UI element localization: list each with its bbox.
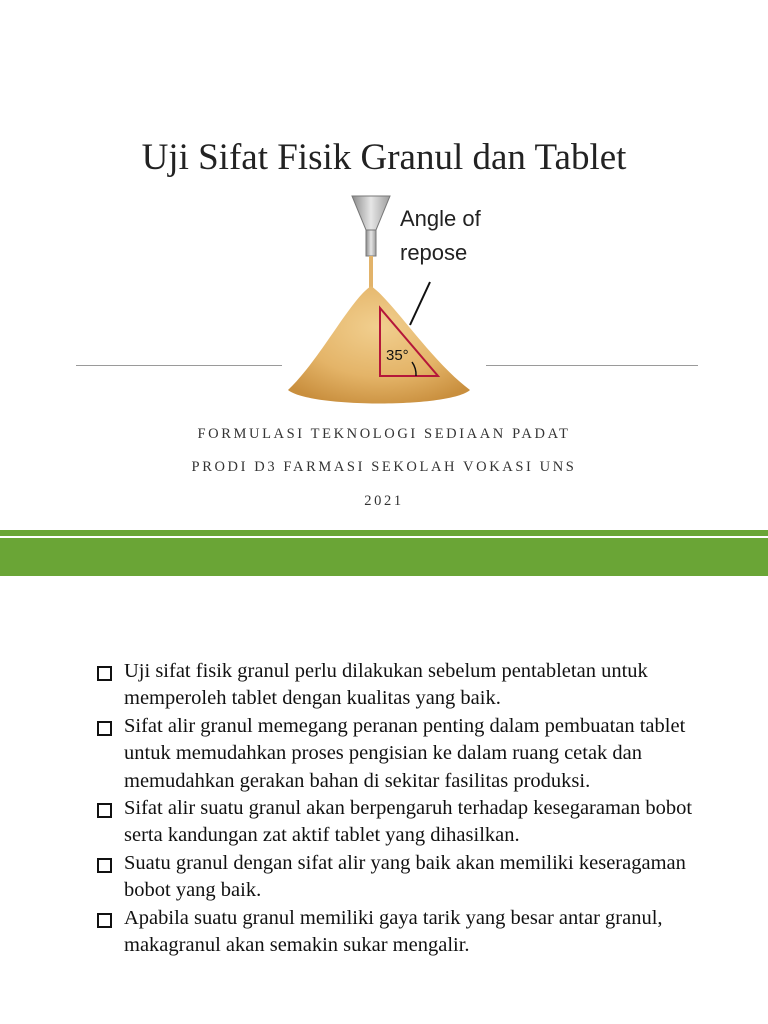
- course-name: FORMULASI TEKNOLOGI SEDIAAN PADAT: [197, 426, 571, 442]
- list-item-text: Suatu granul dengan sifat alir yang baik akan memiliki keseragaman bobot yang baik.: [124, 851, 686, 902]
- checkbox-bullet-icon: [97, 721, 112, 736]
- list-item: [96, 713, 696, 795]
- list-item-text: Sifat alir granul memegang peranan penting dalam pembuatan tablet untuk memudahkan proses pengisian ke dalam ruang cetak dan memudahkan gerakan bahan di sekitar fasilitas produksi.: [124, 714, 686, 792]
- divider-right: [486, 365, 698, 366]
- list-item: [96, 905, 696, 960]
- angle-of-repose-figure: [280, 190, 490, 415]
- list-item: [96, 795, 696, 850]
- list-item: [96, 658, 696, 713]
- list-item-text: Apabila suatu granul memiliki gaya tarik yang besar antar granul, makagranul akan semakin sukar mengalir.: [124, 906, 663, 957]
- sand-stream: [369, 256, 373, 288]
- program-name: PRODI D3 FARMASI SEKOLAH VOKASI UNS: [191, 459, 577, 475]
- figure-label-line1: Angle of: [400, 206, 481, 231]
- list-item: [96, 850, 696, 905]
- label-pointer: [410, 282, 430, 325]
- checkbox-bullet-icon: [97, 858, 112, 873]
- bullet-list: [96, 658, 696, 959]
- slide-title: Uji Sifat Fisik Granul dan Tablet: [141, 137, 627, 178]
- checkbox-bullet-icon: [97, 803, 112, 818]
- funnel-icon: [352, 196, 390, 256]
- divider-left: [76, 365, 282, 366]
- figure-label-line2: repose: [400, 240, 468, 265]
- list-item-text: Sifat alir suatu granul akan berpengaruh terhadap kesegaraman bobot serta kandungan zat aktif tablet yang dihasilkan.: [124, 797, 693, 847]
- accent-band-line: [0, 536, 768, 538]
- checkbox-bullet-icon: [97, 666, 112, 681]
- angle-value: 35°: [386, 347, 409, 364]
- list-item-text: Uji sifat fisik granul perlu dilakukan sebelum pentabletan untuk memperoleh tablet dengan kualitas yang baik.: [124, 660, 648, 710]
- checkbox-bullet-icon: [97, 913, 112, 928]
- year: 2021: [364, 493, 404, 509]
